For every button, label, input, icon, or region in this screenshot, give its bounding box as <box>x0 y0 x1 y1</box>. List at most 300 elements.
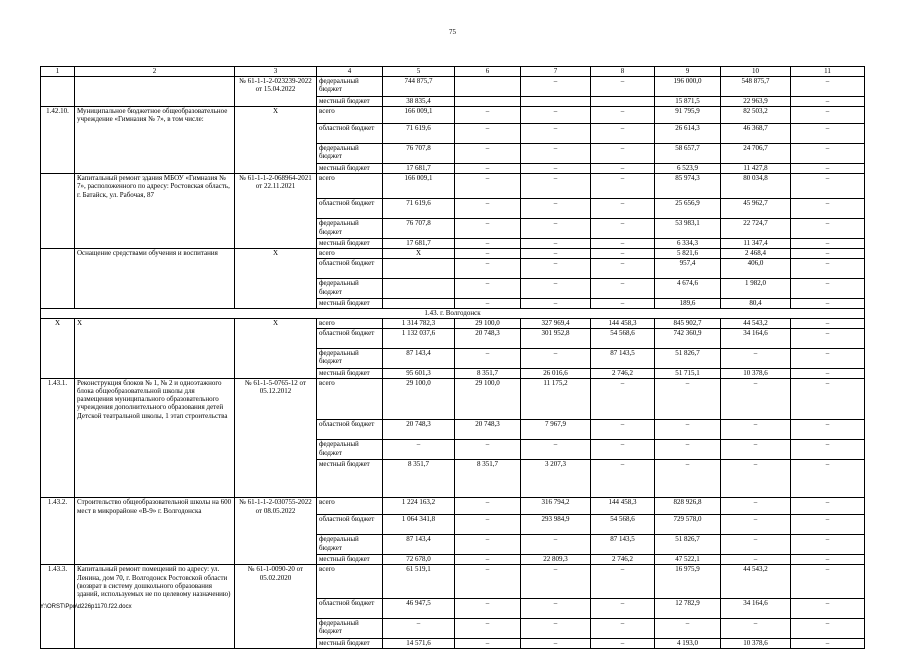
table-cell <box>75 555 235 565</box>
table-cell: 20 748,3 <box>383 420 455 440</box>
table-cell: федеральный бюджет <box>317 279 383 299</box>
table-cell <box>235 97 317 107</box>
table-cell: 47 522,1 <box>655 555 721 565</box>
table-cell: 1 132 037,6 <box>383 328 455 348</box>
table-cell <box>235 598 317 618</box>
table-cell <box>383 299 455 309</box>
table-cell: 1.43.2. <box>41 498 75 515</box>
table-cell: 44 543,2 <box>721 565 791 599</box>
table-cell: – <box>791 77 865 97</box>
table-cell: Капитальный ремонт помещений по адресу: ул. Ленина, дом 70, г. Волгодонск Ростовской области (возврат в систему дошкольного образования зданий, используемых не по целевому назначению) <box>75 565 235 599</box>
section-heading-row <box>41 309 865 318</box>
table-cell <box>41 239 75 249</box>
table-cell: 2 746,2 <box>591 368 655 378</box>
table-cell <box>235 348 317 368</box>
table-cell <box>75 515 235 535</box>
table-cell: – <box>791 318 865 328</box>
table-cell: – <box>791 144 865 164</box>
table-cell: 548 875,7 <box>721 77 791 97</box>
table-row <box>41 164 865 174</box>
column-header: 10 <box>721 67 791 77</box>
table-cell <box>235 515 317 535</box>
table-cell: 7 967,9 <box>521 420 591 440</box>
table-cell: 34 164,6 <box>721 598 791 618</box>
table-cell: – <box>721 348 791 368</box>
table-cell: – <box>591 124 655 144</box>
table-cell: 12 782,9 <box>655 598 721 618</box>
table-cell <box>75 199 235 219</box>
table-cell <box>75 299 235 309</box>
table-cell <box>41 328 75 348</box>
table-cell <box>235 239 317 249</box>
table-cell: – <box>521 348 591 368</box>
table-cell: № 61-1-1-2-068964-2021 от 22.11.2021 <box>235 174 317 199</box>
table-cell: местный бюджет <box>317 239 383 249</box>
table-cell: 189,6 <box>655 299 721 309</box>
table-cell: 29 100,0 <box>455 318 521 328</box>
table-cell <box>383 279 455 299</box>
table-cell: – <box>721 618 791 638</box>
table-row <box>41 174 865 199</box>
table-cell: 22 809,3 <box>521 555 591 565</box>
table-cell: 406,0 <box>721 259 791 279</box>
table-cell: – <box>455 638 521 648</box>
table-cell: – <box>521 440 591 460</box>
table-cell: всего <box>317 378 383 420</box>
table-cell <box>41 124 75 144</box>
table-cell: 51 826,7 <box>655 535 721 555</box>
table-cell: федеральный бюджет <box>317 618 383 638</box>
table-cell: – <box>591 420 655 440</box>
table-cell: 71 619,6 <box>383 199 455 219</box>
table-cell: 1.42.10. <box>41 107 75 124</box>
table-cell: – <box>521 239 591 249</box>
table-row <box>41 259 865 279</box>
table-cell: местный бюджет <box>317 164 383 174</box>
table-cell: Х <box>75 318 235 328</box>
table-cell: Капитальный ремонт здания МБОУ «Гимназия № 7», расположенного по адресу: Ростовская область, г. Батайск, ул. Рабочая, 87 <box>75 174 235 199</box>
table-cell: 25 656,9 <box>655 199 721 219</box>
table-cell: – <box>791 239 865 249</box>
table-cell: 85 974,3 <box>655 174 721 199</box>
table-row <box>41 515 865 535</box>
table-cell: – <box>791 124 865 144</box>
table-cell: 301 952,8 <box>521 328 591 348</box>
table-cell <box>41 368 75 378</box>
table-cell <box>455 97 521 107</box>
table-cell: 1 224 163,2 <box>383 498 455 515</box>
table-cell: – <box>591 174 655 199</box>
table-cell: № 61-1-0090-20 от 05.02.2020 <box>235 565 317 599</box>
table-cell: – <box>521 124 591 144</box>
table-cell: – <box>721 440 791 460</box>
table-cell: – <box>521 174 591 199</box>
table-cell: 29 100,0 <box>383 378 455 420</box>
table-cell: – <box>591 440 655 460</box>
table-cell: 3 207,3 <box>521 460 591 498</box>
table-cell: – <box>721 378 791 420</box>
table-row <box>41 368 865 378</box>
table-cell: – <box>591 107 655 124</box>
table-cell <box>75 618 235 638</box>
table-cell: Х <box>41 318 75 328</box>
table-cell: – <box>655 618 721 638</box>
table-row <box>41 440 865 460</box>
table-cell: – <box>721 515 791 535</box>
table-cell: всего <box>317 174 383 199</box>
table-cell: – <box>521 77 591 97</box>
table-cell: всего <box>317 565 383 599</box>
table-cell: – <box>791 638 865 648</box>
table-cell <box>75 460 235 498</box>
table-cell: 22 724,7 <box>721 219 791 239</box>
table-cell <box>235 219 317 239</box>
table-cell: Муниципальное бюджетное общеобразовательное учреждение «Гимназия № 7», в том числе: <box>75 107 235 124</box>
table-cell: 34 164,6 <box>721 328 791 348</box>
table-cell: 20 748,3 <box>455 328 521 348</box>
table-cell: 1.43.3. <box>41 565 75 599</box>
table-cell: 5 821,6 <box>655 249 721 259</box>
table-cell <box>235 440 317 460</box>
table-cell: 8 351,7 <box>383 460 455 498</box>
column-header: 9 <box>655 67 721 77</box>
table-cell: 46 947,5 <box>383 598 455 618</box>
table-cell: – <box>455 164 521 174</box>
table-cell: – <box>791 249 865 259</box>
table-cell: областной бюджет <box>317 420 383 440</box>
table-cell: 46 368,7 <box>721 124 791 144</box>
column-header: 8 <box>591 67 655 77</box>
table-cell: № 61-1-1-2-030755-2022 от 08.05.2022 <box>235 498 317 515</box>
table-cell: – <box>591 279 655 299</box>
table-cell: – <box>791 164 865 174</box>
table-cell: 17 681,7 <box>383 164 455 174</box>
table-cell <box>41 299 75 309</box>
table-cell: 61 519,1 <box>383 565 455 599</box>
table-cell: – <box>721 535 791 555</box>
table-cell: 87 143,5 <box>591 348 655 368</box>
table-cell: – <box>591 598 655 618</box>
table-row <box>41 565 865 599</box>
table-cell <box>41 97 75 107</box>
table-cell: 26 614,3 <box>655 124 721 144</box>
table-row <box>41 318 865 328</box>
table-cell: федеральный бюджет <box>317 535 383 555</box>
table-cell: всего <box>317 318 383 328</box>
table-cell: 58 657,7 <box>655 144 721 164</box>
table-cell <box>235 279 317 299</box>
section-heading: 1.43. г. Волгодонск <box>41 309 865 318</box>
table-cell: – <box>791 420 865 440</box>
table-cell <box>41 515 75 535</box>
table-cell: Реконструкция блоков № 1, № 2 и одноэтажного блока общеобразовательной школы для размещения муниципального образовательного учреждения дополнительного образования детей Детской театральной школы, 1 этап строительства <box>75 378 235 420</box>
table-cell: 20 748,3 <box>455 420 521 440</box>
table-cell: 54 568,6 <box>591 328 655 348</box>
table-cell <box>41 440 75 460</box>
table-cell: всего <box>317 498 383 515</box>
table-cell: федеральный бюджет <box>317 144 383 164</box>
table-cell: 53 983,1 <box>655 219 721 239</box>
table-cell <box>41 618 75 638</box>
table-cell: 1.43.1. <box>41 378 75 420</box>
table-cell: 2 468,4 <box>721 249 791 259</box>
table-cell: 14 571,6 <box>383 638 455 648</box>
table-cell: – <box>791 535 865 555</box>
table-row <box>41 460 865 498</box>
table-cell: – <box>791 555 865 565</box>
table-cell: – <box>455 555 521 565</box>
table-cell: – <box>721 498 791 515</box>
table-row <box>41 249 865 259</box>
table-cell: – <box>591 299 655 309</box>
table-cell: 316 794,2 <box>521 498 591 515</box>
table-cell: местный бюджет <box>317 97 383 107</box>
table-cell: – <box>455 107 521 124</box>
table-cell: – <box>521 249 591 259</box>
table-cell: – <box>521 565 591 599</box>
table-cell: – <box>455 199 521 219</box>
table-cell: 166 009,1 <box>383 107 455 124</box>
table-cell: 16 975,9 <box>655 565 721 599</box>
table-cell: 144 458,3 <box>591 498 655 515</box>
table-cell: 845 902,7 <box>655 318 721 328</box>
table-cell: 4 193,0 <box>655 638 721 648</box>
table-cell <box>235 328 317 348</box>
table-cell: 10 378,6 <box>721 368 791 378</box>
budget-table <box>40 66 865 649</box>
table-cell: – <box>521 219 591 239</box>
table-cell: – <box>455 299 521 309</box>
table-cell: – <box>521 535 591 555</box>
table-cell: местный бюджет <box>317 368 383 378</box>
table-cell: 11 427,8 <box>721 164 791 174</box>
table-cell: – <box>455 598 521 618</box>
table-cell: 293 984,9 <box>521 515 591 535</box>
table-cell <box>75 239 235 249</box>
table-cell <box>383 259 455 279</box>
table-cell <box>235 299 317 309</box>
column-header: 5 <box>383 67 455 77</box>
table-cell: всего <box>317 249 383 259</box>
table-cell: – <box>791 378 865 420</box>
table-row <box>41 144 865 164</box>
table-cell: 29 100,0 <box>455 378 521 420</box>
table-cell: 6 334,3 <box>655 239 721 249</box>
page-number: 75 <box>449 28 456 36</box>
table-row <box>41 618 865 638</box>
table-cell: – <box>521 299 591 309</box>
table-cell: 71 619,6 <box>383 124 455 144</box>
table-cell: местный бюджет <box>317 555 383 565</box>
table-cell: 1 982,0 <box>721 279 791 299</box>
table-cell <box>41 249 75 259</box>
table-cell: – <box>655 440 721 460</box>
table-cell: – <box>791 440 865 460</box>
table-cell: 54 568,6 <box>591 515 655 535</box>
table-cell: 4 674,6 <box>655 279 721 299</box>
table-cell <box>455 77 521 97</box>
table-row <box>41 299 865 309</box>
table-cell: – <box>655 460 721 498</box>
table-cell: – <box>791 259 865 279</box>
table-cell: – <box>721 555 791 565</box>
table-cell: 72 678,0 <box>383 555 455 565</box>
table-cell: – <box>721 420 791 440</box>
table-cell: 6 523,9 <box>655 164 721 174</box>
table-cell: – <box>791 598 865 618</box>
table-row <box>41 555 865 565</box>
table-cell: 76 707,8 <box>383 219 455 239</box>
table-cell: 44 543,2 <box>721 318 791 328</box>
table-cell: – <box>591 219 655 239</box>
table-cell <box>235 460 317 498</box>
table-cell: – <box>383 440 455 460</box>
table-cell: 744 875,7 <box>383 77 455 97</box>
table-cell: – <box>591 378 655 420</box>
table-cell <box>75 144 235 164</box>
table-row <box>41 107 865 124</box>
table-cell <box>235 144 317 164</box>
table-cell <box>75 348 235 368</box>
table-cell: местный бюджет <box>317 299 383 309</box>
table-cell: областной бюджет <box>317 598 383 618</box>
table-cell: – <box>455 565 521 599</box>
table-cell: – <box>791 174 865 199</box>
table-cell: – <box>455 535 521 555</box>
table-cell <box>235 535 317 555</box>
table-cell: Х <box>235 249 317 259</box>
table-cell: 80,4 <box>721 299 791 309</box>
table-cell: № 61-1-5-0765-12 от 05.12.2012 <box>235 378 317 420</box>
table-cell: – <box>455 174 521 199</box>
file-path-footer: Y:\ORST\Ppo\d226p1170.f22.docx <box>40 604 132 610</box>
table-cell: 15 871,5 <box>655 97 721 107</box>
table-cell <box>41 535 75 555</box>
table-cell: – <box>655 420 721 440</box>
table-cell <box>41 77 75 97</box>
table-cell: – <box>455 348 521 368</box>
table-cell <box>41 144 75 164</box>
column-header: 4 <box>317 67 383 77</box>
column-header-row <box>41 67 865 77</box>
table-cell <box>75 420 235 440</box>
table-cell: 742 360,9 <box>655 328 721 348</box>
table-cell: – <box>791 199 865 219</box>
table-cell: – <box>521 164 591 174</box>
table-cell <box>41 348 75 368</box>
table-cell <box>41 219 75 239</box>
table-cell <box>41 555 75 565</box>
table-cell: – <box>591 259 655 279</box>
table-cell: – <box>791 107 865 124</box>
table-cell: федеральный бюджет <box>317 348 383 368</box>
table-cell: 51 826,7 <box>655 348 721 368</box>
table-cell <box>75 328 235 348</box>
column-header: 3 <box>235 67 317 77</box>
table-cell: 729 578,0 <box>655 515 721 535</box>
table-row <box>41 328 865 348</box>
table-cell <box>235 420 317 440</box>
table-cell <box>235 259 317 279</box>
table-cell: – <box>591 618 655 638</box>
table-cell: областной бюджет <box>317 259 383 279</box>
table-cell: – <box>521 107 591 124</box>
table-cell: 2 746,2 <box>591 555 655 565</box>
table-cell <box>41 199 75 219</box>
table-cell <box>235 555 317 565</box>
table-cell: Оснащение средствами обучения и воспитания <box>75 249 235 259</box>
table-cell <box>75 164 235 174</box>
table-cell: 95 601,3 <box>383 368 455 378</box>
table-row <box>41 498 865 515</box>
table-cell: – <box>521 598 591 618</box>
table-cell: – <box>591 249 655 259</box>
table-cell: областной бюджет <box>317 124 383 144</box>
table-cell: местный бюджет <box>317 460 383 498</box>
table-cell: – <box>791 97 865 107</box>
table-cell: всего <box>317 107 383 124</box>
table-cell <box>75 440 235 460</box>
table-cell: 91 795,9 <box>655 107 721 124</box>
table-cell <box>75 77 235 97</box>
table-cell: – <box>791 460 865 498</box>
table-cell: 11 347,4 <box>721 239 791 249</box>
table-row <box>41 239 865 249</box>
table-cell <box>235 124 317 144</box>
table-cell <box>41 279 75 299</box>
table-cell: 26 016,6 <box>521 368 591 378</box>
table-cell <box>235 618 317 638</box>
table-cell: – <box>791 565 865 599</box>
table-cell <box>591 97 655 107</box>
table-cell: – <box>455 144 521 164</box>
table-cell: 11 175,2 <box>521 378 591 420</box>
table-cell <box>521 97 591 107</box>
table-cell: 45 962,7 <box>721 199 791 219</box>
table-cell: 87 143,4 <box>383 535 455 555</box>
table-cell: 957,4 <box>655 259 721 279</box>
table-cell: – <box>591 460 655 498</box>
table-cell: – <box>791 299 865 309</box>
table-cell: – <box>521 618 591 638</box>
table-cell: – <box>455 279 521 299</box>
table-cell: – <box>791 279 865 299</box>
table-cell: 327 969,4 <box>521 318 591 328</box>
table-cell: 1 314 782,3 <box>383 318 455 328</box>
table-cell: – <box>721 460 791 498</box>
table-row <box>41 77 865 97</box>
table-cell <box>75 259 235 279</box>
table-cell: – <box>383 618 455 638</box>
table-cell: 51 715,1 <box>655 368 721 378</box>
table-cell <box>235 368 317 378</box>
table-cell: – <box>655 378 721 420</box>
table-row <box>41 348 865 368</box>
table-cell: Х <box>383 249 455 259</box>
column-header: 7 <box>521 67 591 77</box>
table-cell: федеральный бюджет <box>317 219 383 239</box>
table-row <box>41 199 865 219</box>
table-cell <box>75 219 235 239</box>
table-row <box>41 535 865 555</box>
table-cell: 24 706,7 <box>721 144 791 164</box>
table-row <box>41 124 865 144</box>
table-cell <box>235 164 317 174</box>
column-header: 11 <box>791 67 865 77</box>
table-cell: 196 000,0 <box>655 77 721 97</box>
table-cell: Строительство общеобразовательной школы на 600 мест в микрорайоне «В-9» г. Волгодонска <box>75 498 235 515</box>
table-cell: областной бюджет <box>317 515 383 535</box>
